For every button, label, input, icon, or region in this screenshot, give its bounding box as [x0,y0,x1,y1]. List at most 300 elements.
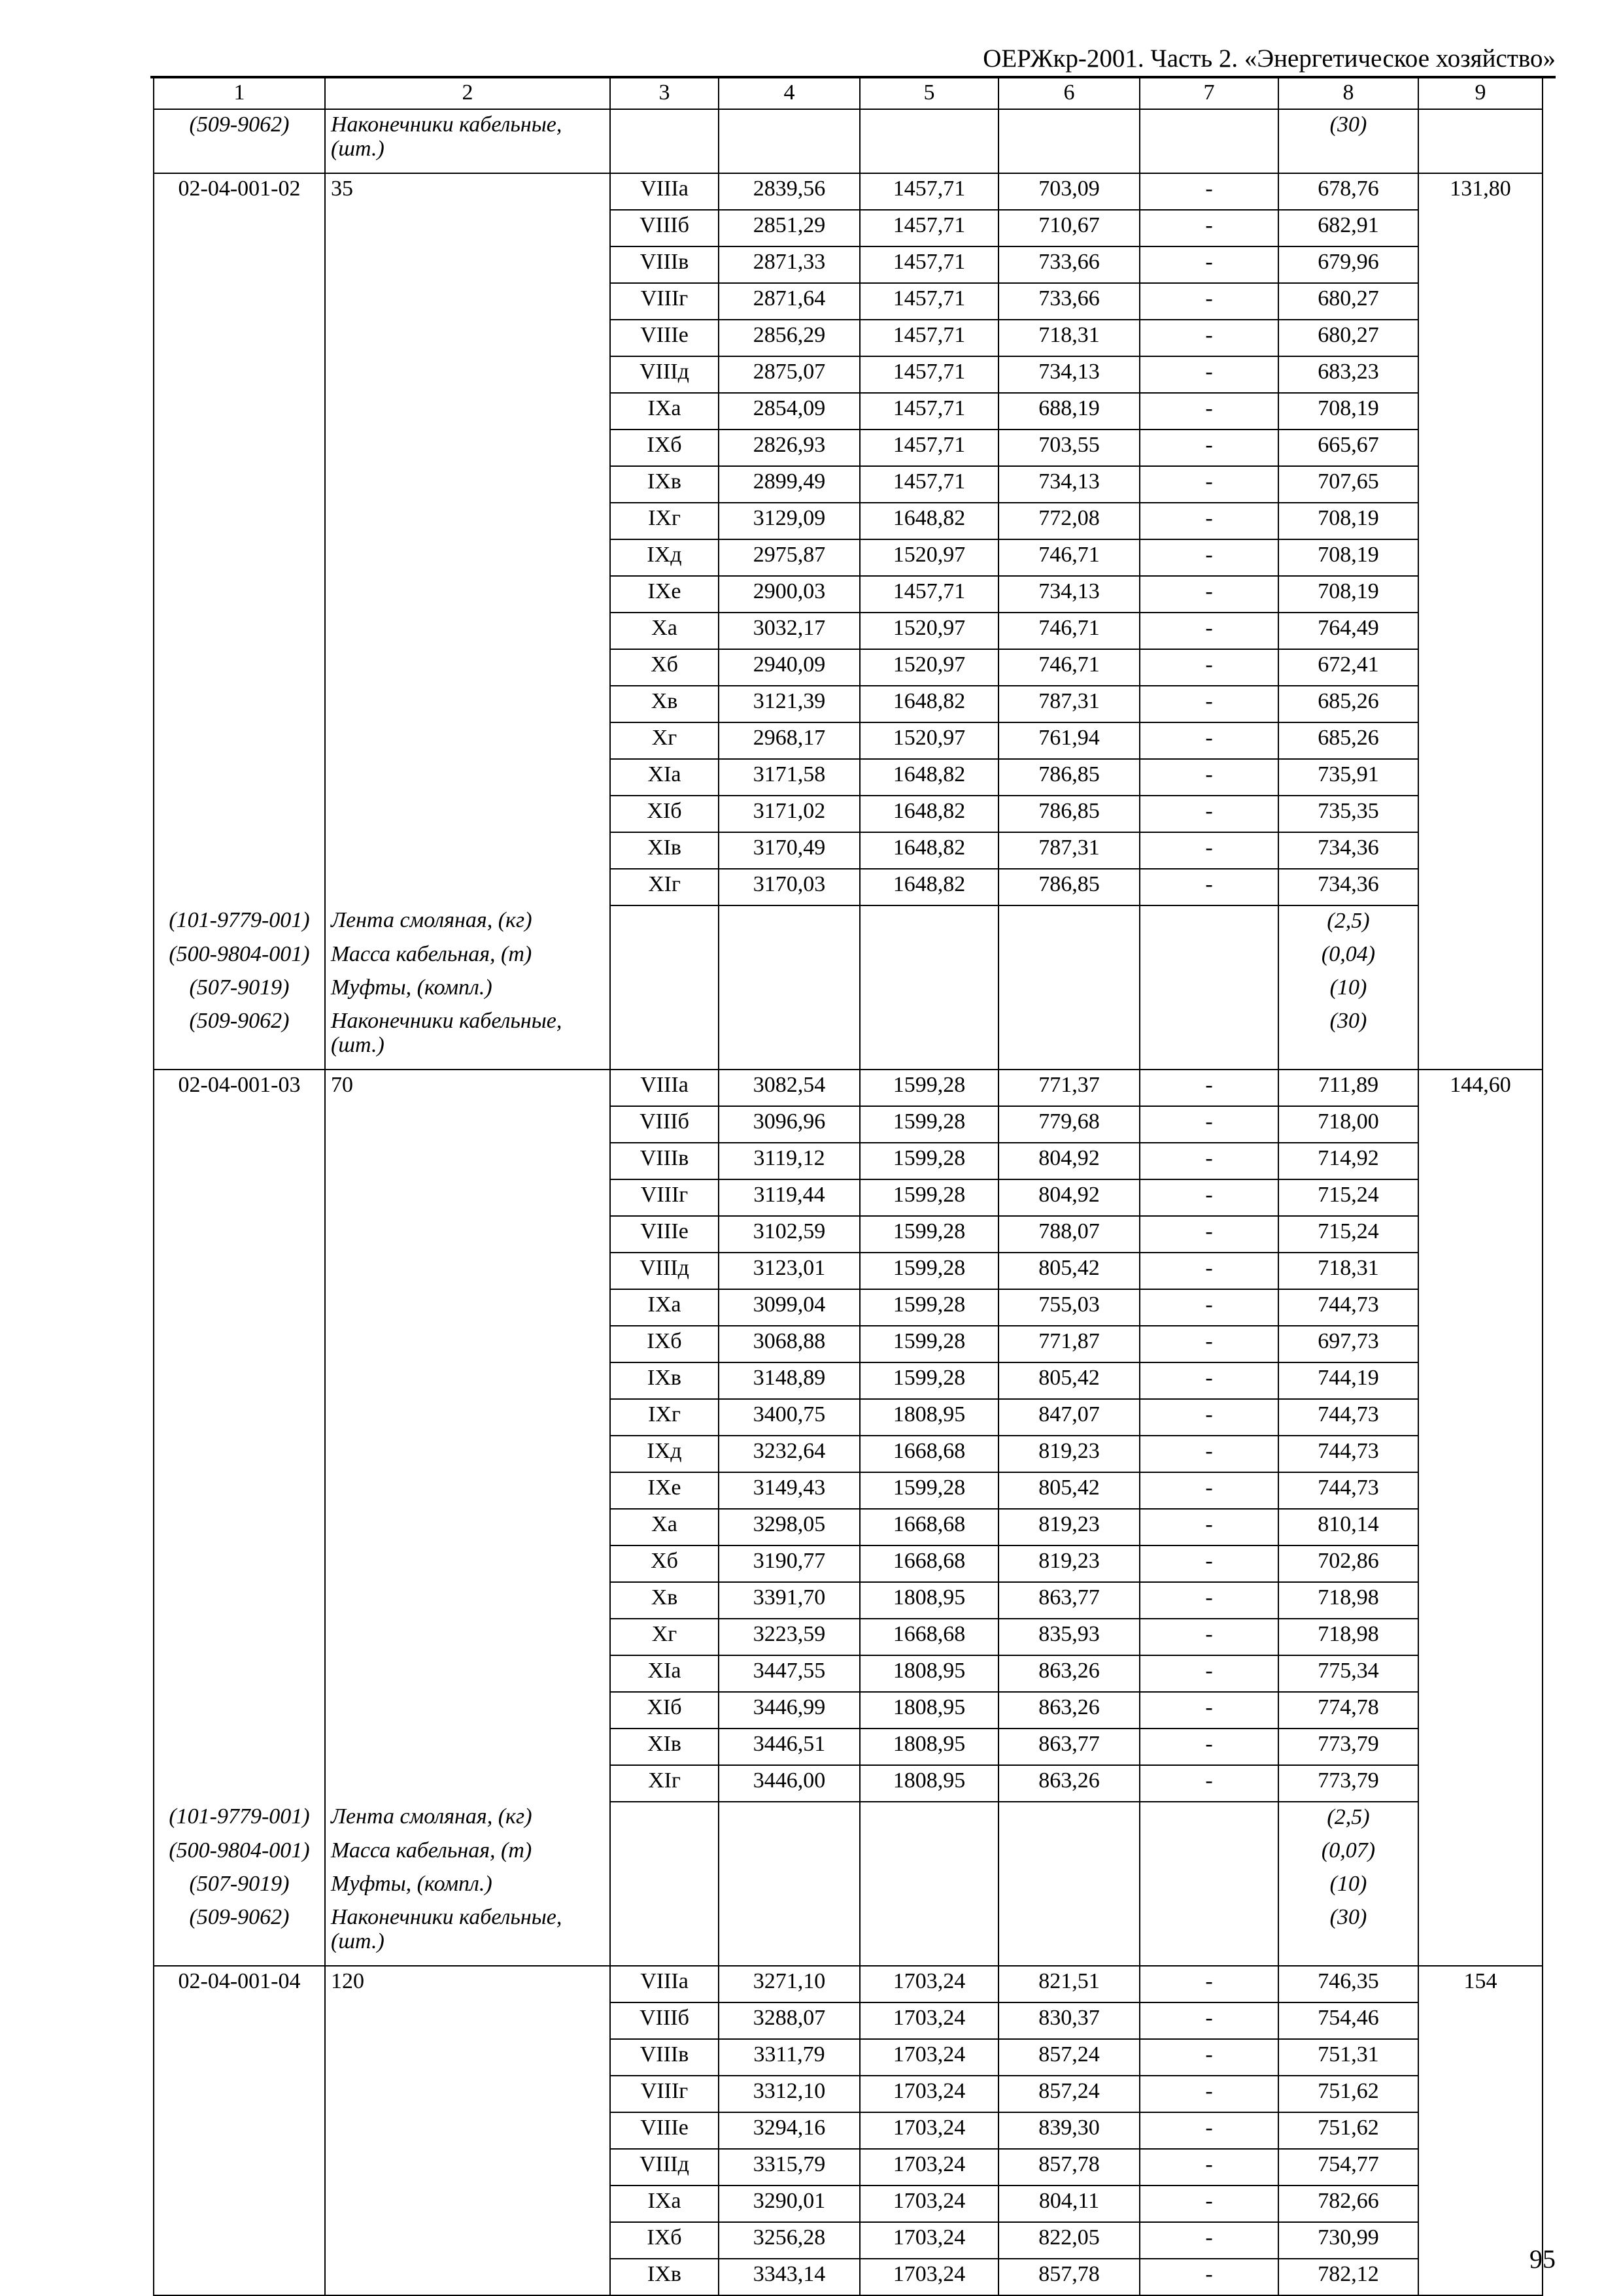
materials-cell: 678,76 [1278,173,1418,210]
machines-cell: 804,92 [998,1143,1140,1179]
rate-row [154,1509,1543,1545]
empty-cell [325,686,610,722]
rate-code: 02-04-001-04 [154,1966,325,2002]
zone-cell: Xа [610,613,719,649]
empty-cell [154,2002,325,2039]
empty-cell [1418,796,1543,832]
empty-cell [1418,430,1543,466]
total-cost-cell: 3121,39 [719,686,860,722]
materials-cell: 708,19 [1278,393,1418,430]
machines-cell: 733,66 [998,246,1140,283]
materials-cell: 715,24 [1278,1179,1418,1216]
total-cost-cell: 3312,10 [719,2076,860,2112]
zone-cell: Xв [610,1582,719,1619]
total-cost-cell: 3096,96 [719,1106,860,1143]
empty-cell [154,686,325,722]
rate-row [154,1070,1543,1106]
materials-cell: 773,79 [1278,1765,1418,1802]
empty-cell [1418,1253,1543,1289]
empty-cell [154,210,325,246]
rate-row [154,759,1543,796]
wages-cell: 1648,82 [860,869,998,905]
wages-cell: 1599,28 [860,1289,998,1326]
rate-row [154,173,1543,210]
empty-cell [154,283,325,320]
driver-wages-cell: - [1140,2222,1278,2259]
empty-cell [325,2222,610,2259]
rate-row [154,356,1543,393]
empty-cell [1418,503,1543,539]
empty-cell [325,613,610,649]
wages-cell: 1668,68 [860,1436,998,1472]
total-cost-cell: 3271,10 [719,1966,860,2002]
wages-cell: 1648,82 [860,759,998,796]
empty-cell [1418,246,1543,283]
empty-cell [860,109,998,173]
total-cost-cell: 3099,04 [719,1289,860,1326]
total-cost-cell: 3149,43 [719,1472,860,1509]
rate-row [154,539,1543,576]
total-cost-cell: 3298,05 [719,1509,860,1545]
resource-code: (500-9804-001) [154,1836,325,1869]
resource-row [154,1869,1543,1902]
wages-cell: 1599,28 [860,1216,998,1253]
wages-cell: 1599,28 [860,1326,998,1362]
zone-cell: VIIIд [610,2149,719,2186]
wages-cell: 1648,82 [860,832,998,869]
rate-row [154,1253,1543,1289]
machines-cell: 703,09 [998,173,1140,210]
driver-wages-cell: - [1140,1106,1278,1143]
empty-cell [610,109,719,173]
empty-cell [1418,869,1543,905]
empty-cell [154,2149,325,2186]
resource-code: (507-9019) [154,1869,325,1902]
empty-cell [719,973,860,1006]
total-cost-cell: 3343,14 [719,2259,860,2295]
machines-cell: 805,42 [998,1362,1140,1399]
machines-cell: 779,68 [998,1106,1140,1143]
zone-cell: IXа [610,1289,719,1326]
zone-cell: IXб [610,430,719,466]
empty-cell [1418,1436,1543,1472]
zone-cell: IXа [610,393,719,430]
driver-wages-cell: - [1140,210,1278,246]
zone-cell: IXд [610,539,719,576]
empty-cell [998,1869,1140,1902]
empty-cell [860,905,998,939]
empty-cell [325,2076,610,2112]
empty-cell [154,1362,325,1399]
materials-cell: 734,36 [1278,832,1418,869]
empty-cell [325,1619,610,1655]
rate-row [154,2002,1543,2039]
empty-cell [1418,1582,1543,1619]
zone-cell: XIа [610,1655,719,1692]
rate-row [154,2076,1543,2112]
wages-cell: 1808,95 [860,1729,998,1765]
driver-wages-cell: - [1140,1509,1278,1545]
document-title: ОЕРЖкр-2001. Часть 2. «Энергетическое хозяйство» [983,44,1556,73]
empty-cell [610,1006,719,1070]
empty-cell [154,1472,325,1509]
driver-wages-cell: - [1140,1179,1278,1216]
empty-cell [610,1802,719,1836]
materials-cell: 751,62 [1278,2076,1418,2112]
labor-cost-cell: 154 [1418,1966,1543,2002]
wages-cell: 1599,28 [860,1179,998,1216]
zone-cell: IXв [610,1362,719,1399]
empty-cell [325,393,610,430]
materials-cell: 702,86 [1278,1545,1418,1582]
empty-cell [325,759,610,796]
empty-cell [998,1802,1140,1836]
machines-cell: 734,13 [998,466,1140,503]
materials-cell: 708,19 [1278,539,1418,576]
resource-quantity: (2,5) [1278,905,1418,939]
zone-cell: IXг [610,1399,719,1436]
wages-cell: 1808,95 [860,1399,998,1436]
empty-cell [325,1143,610,1179]
wages-cell: 1703,24 [860,2112,998,2149]
empty-cell [610,973,719,1006]
rate-row [154,430,1543,466]
empty-cell [860,1869,998,1902]
rate-row [154,613,1543,649]
empty-cell [325,210,610,246]
empty-cell [154,1729,325,1765]
empty-cell [1418,1399,1543,1436]
materials-cell: 775,34 [1278,1655,1418,1692]
resource-quantity: (0,04) [1278,939,1418,973]
wages-cell: 1808,95 [860,1582,998,1619]
wages-cell: 1599,28 [860,1106,998,1143]
wages-cell: 1703,24 [860,1966,998,2002]
wages-cell: 1703,24 [860,2076,998,2112]
materials-cell: 718,31 [1278,1253,1418,1289]
empty-cell [1418,1836,1543,1869]
materials-cell: 683,23 [1278,356,1418,393]
materials-cell: 680,27 [1278,283,1418,320]
price-table [153,76,1543,2296]
rate-row [154,1326,1543,1362]
empty-cell [325,539,610,576]
rate-row [154,1143,1543,1179]
empty-cell [1418,1545,1543,1582]
resource-quantity: (10) [1278,1869,1418,1902]
empty-cell [154,2186,325,2222]
driver-wages-cell: - [1140,1582,1278,1619]
empty-cell [154,832,325,869]
materials-cell: 751,62 [1278,2112,1418,2149]
empty-cell [325,2039,610,2076]
total-cost-cell: 3119,44 [719,1179,860,1216]
resource-name: Масса кабельная, (т) [325,1836,610,1869]
machines-cell: 863,26 [998,1692,1140,1729]
driver-wages-cell: - [1140,1545,1278,1582]
materials-cell: 679,96 [1278,246,1418,283]
driver-wages-cell: - [1140,430,1278,466]
zone-cell: Xг [610,1619,719,1655]
materials-cell: 782,12 [1278,2259,1418,2295]
driver-wages-cell: - [1140,576,1278,613]
wages-cell: 1457,71 [860,356,998,393]
zone-cell: VIIIг [610,2076,719,2112]
total-cost-cell: 3171,02 [719,796,860,832]
empty-cell [154,393,325,430]
wages-cell: 1703,24 [860,2002,998,2039]
empty-cell [1140,1836,1278,1869]
zone-cell: IXе [610,576,719,613]
rate-row [154,2039,1543,2076]
wages-cell: 1668,68 [860,1509,998,1545]
empty-cell [154,320,325,356]
empty-cell [325,1655,610,1692]
empty-cell [154,246,325,283]
empty-cell [154,356,325,393]
rate-name: 70 [325,1070,610,1106]
empty-cell [154,2222,325,2259]
machines-cell: 746,71 [998,539,1140,576]
wages-cell: 1703,24 [860,2039,998,2076]
wages-cell: 1520,97 [860,539,998,576]
empty-cell [325,430,610,466]
empty-cell [1418,576,1543,613]
empty-cell [154,722,325,759]
wages-cell: 1599,28 [860,1070,998,1106]
machines-cell: 771,87 [998,1326,1140,1362]
wages-cell: 1648,82 [860,686,998,722]
driver-wages-cell: - [1140,759,1278,796]
rate-row [154,869,1543,905]
total-cost-cell: 2968,17 [719,722,860,759]
empty-cell [154,2076,325,2112]
wages-cell: 1668,68 [860,1619,998,1655]
empty-cell [1418,686,1543,722]
empty-cell [610,1902,719,1966]
wages-cell: 1703,24 [860,2222,998,2259]
total-cost-cell: 3391,70 [719,1582,860,1619]
driver-wages-cell: - [1140,1143,1278,1179]
total-cost-cell: 3447,55 [719,1655,860,1692]
empty-cell [154,649,325,686]
materials-cell: 764,49 [1278,613,1418,649]
machines-cell: 710,67 [998,210,1140,246]
empty-cell [1418,613,1543,649]
total-cost-cell: 2899,49 [719,466,860,503]
column-header: 1 [154,76,325,109]
total-cost-cell: 3315,79 [719,2149,860,2186]
driver-wages-cell: - [1140,2186,1278,2222]
zone-cell: VIIIд [610,1253,719,1289]
zone-cell: Xа [610,1509,719,1545]
empty-cell [719,1836,860,1869]
wages-cell: 1648,82 [860,796,998,832]
materials-cell: 672,41 [1278,649,1418,686]
machines-cell: 857,78 [998,2259,1140,2295]
empty-cell [154,1399,325,1436]
empty-cell [1418,2149,1543,2186]
driver-wages-cell: - [1140,2076,1278,2112]
empty-cell [860,1802,998,1836]
empty-cell [1418,649,1543,686]
empty-cell [325,832,610,869]
driver-wages-cell: - [1140,539,1278,576]
resource-name: Лента смоляная, (кг) [325,1802,610,1836]
machines-cell: 755,03 [998,1289,1140,1326]
machines-cell: 804,92 [998,1179,1140,1216]
wages-cell: 1457,71 [860,466,998,503]
materials-cell: 734,36 [1278,869,1418,905]
empty-cell [1418,356,1543,393]
empty-cell [1140,1802,1278,1836]
empty-cell [154,539,325,576]
empty-cell [325,1106,610,1143]
empty-cell [1140,905,1278,939]
empty-cell [1418,393,1543,430]
driver-wages-cell: - [1140,503,1278,539]
empty-cell [325,1509,610,1545]
rate-row [154,2112,1543,2149]
driver-wages-cell: - [1140,320,1278,356]
empty-cell [154,1253,325,1289]
rate-row [154,283,1543,320]
empty-cell [1140,1869,1278,1902]
total-cost-cell: 2871,33 [719,246,860,283]
empty-cell [1418,759,1543,796]
empty-cell [1418,939,1543,973]
wages-cell: 1599,28 [860,1253,998,1289]
driver-wages-cell: - [1140,2002,1278,2039]
resource-code: (509-9062) [154,1006,325,1070]
driver-wages-cell: - [1140,1619,1278,1655]
empty-cell [860,1902,998,1966]
empty-cell [325,1253,610,1289]
total-cost-cell: 3082,54 [719,1070,860,1106]
machines-cell: 718,31 [998,320,1140,356]
empty-cell [154,869,325,905]
empty-cell [154,1619,325,1655]
empty-cell [325,2149,610,2186]
driver-wages-cell: - [1140,173,1278,210]
wages-cell: 1599,28 [860,1362,998,1399]
empty-cell [1418,2186,1543,2222]
materials-cell: 773,79 [1278,1729,1418,1765]
empty-cell [1418,1692,1543,1729]
total-cost-cell: 2854,09 [719,393,860,430]
machines-cell: 786,85 [998,759,1140,796]
rate-code: 02-04-001-03 [154,1070,325,1106]
resource-name: Наконечники кабельные, (шт.) [325,1902,610,1966]
empty-cell [325,1289,610,1326]
rate-row [154,1289,1543,1326]
wages-cell: 1703,24 [860,2149,998,2186]
total-cost-cell: 2839,56 [719,173,860,210]
empty-cell [325,356,610,393]
empty-cell [154,613,325,649]
empty-cell [1418,1216,1543,1253]
empty-cell [154,576,325,613]
driver-wages-cell: - [1140,869,1278,905]
rate-code: 02-04-001-02 [154,173,325,210]
empty-cell [1418,1765,1543,1802]
driver-wages-cell: - [1140,1436,1278,1472]
empty-cell [154,1106,325,1143]
zone-cell: IXв [610,466,719,503]
rate-row [154,393,1543,430]
wages-cell: 1457,71 [860,283,998,320]
empty-cell [325,1582,610,1619]
resource-name: Муфты, (компл.) [325,973,610,1006]
driver-wages-cell: - [1140,1289,1278,1326]
rate-row [154,1765,1543,1802]
driver-wages-cell: - [1140,283,1278,320]
machines-cell: 734,13 [998,576,1140,613]
zone-cell: VIIIг [610,1179,719,1216]
rate-row [154,246,1543,283]
empty-cell [154,796,325,832]
driver-wages-cell: - [1140,1765,1278,1802]
wages-cell: 1457,71 [860,393,998,430]
empty-cell [1418,2002,1543,2039]
resource-row [154,1836,1543,1869]
driver-wages-cell: - [1140,246,1278,283]
materials-cell: 782,66 [1278,2186,1418,2222]
resource-quantity: (10) [1278,973,1418,1006]
wages-cell: 1648,82 [860,503,998,539]
driver-wages-cell: - [1140,466,1278,503]
driver-wages-cell: - [1140,1472,1278,1509]
rate-row [154,649,1543,686]
materials-cell: 735,35 [1278,796,1418,832]
rate-name: 120 [325,1966,610,2002]
machines-cell: 746,71 [998,613,1140,649]
zone-cell: XIв [610,832,719,869]
zone-cell: VIIIв [610,246,719,283]
materials-cell: 685,26 [1278,686,1418,722]
rate-row [154,1582,1543,1619]
empty-cell [860,1006,998,1070]
empty-cell [1418,1619,1543,1655]
empty-cell [325,2186,610,2222]
rate-row [154,1655,1543,1692]
empty-cell [154,759,325,796]
total-cost-cell: 3123,01 [719,1253,860,1289]
empty-cell [998,1836,1140,1869]
wages-cell: 1457,71 [860,173,998,210]
empty-cell [1140,1902,1278,1966]
empty-cell [325,1362,610,1399]
zone-cell: Xб [610,649,719,686]
driver-wages-cell: - [1140,832,1278,869]
zone-cell: XIб [610,796,719,832]
materials-cell: 744,73 [1278,1289,1418,1326]
rate-name: 35 [325,173,610,210]
total-cost-cell: 3102,59 [719,1216,860,1253]
driver-wages-cell: - [1140,356,1278,393]
empty-cell [610,1836,719,1869]
rate-row [154,832,1543,869]
zone-cell: VIIIв [610,2039,719,2076]
machines-cell: 805,42 [998,1253,1140,1289]
labor-cost-cell: 144,60 [1418,1070,1543,1106]
zone-cell: VIIIе [610,1216,719,1253]
empty-cell [1418,1869,1543,1902]
zone-cell: IXб [610,1326,719,1362]
empty-cell [154,1692,325,1729]
rate-row [154,1729,1543,1765]
driver-wages-cell: - [1140,1966,1278,2002]
